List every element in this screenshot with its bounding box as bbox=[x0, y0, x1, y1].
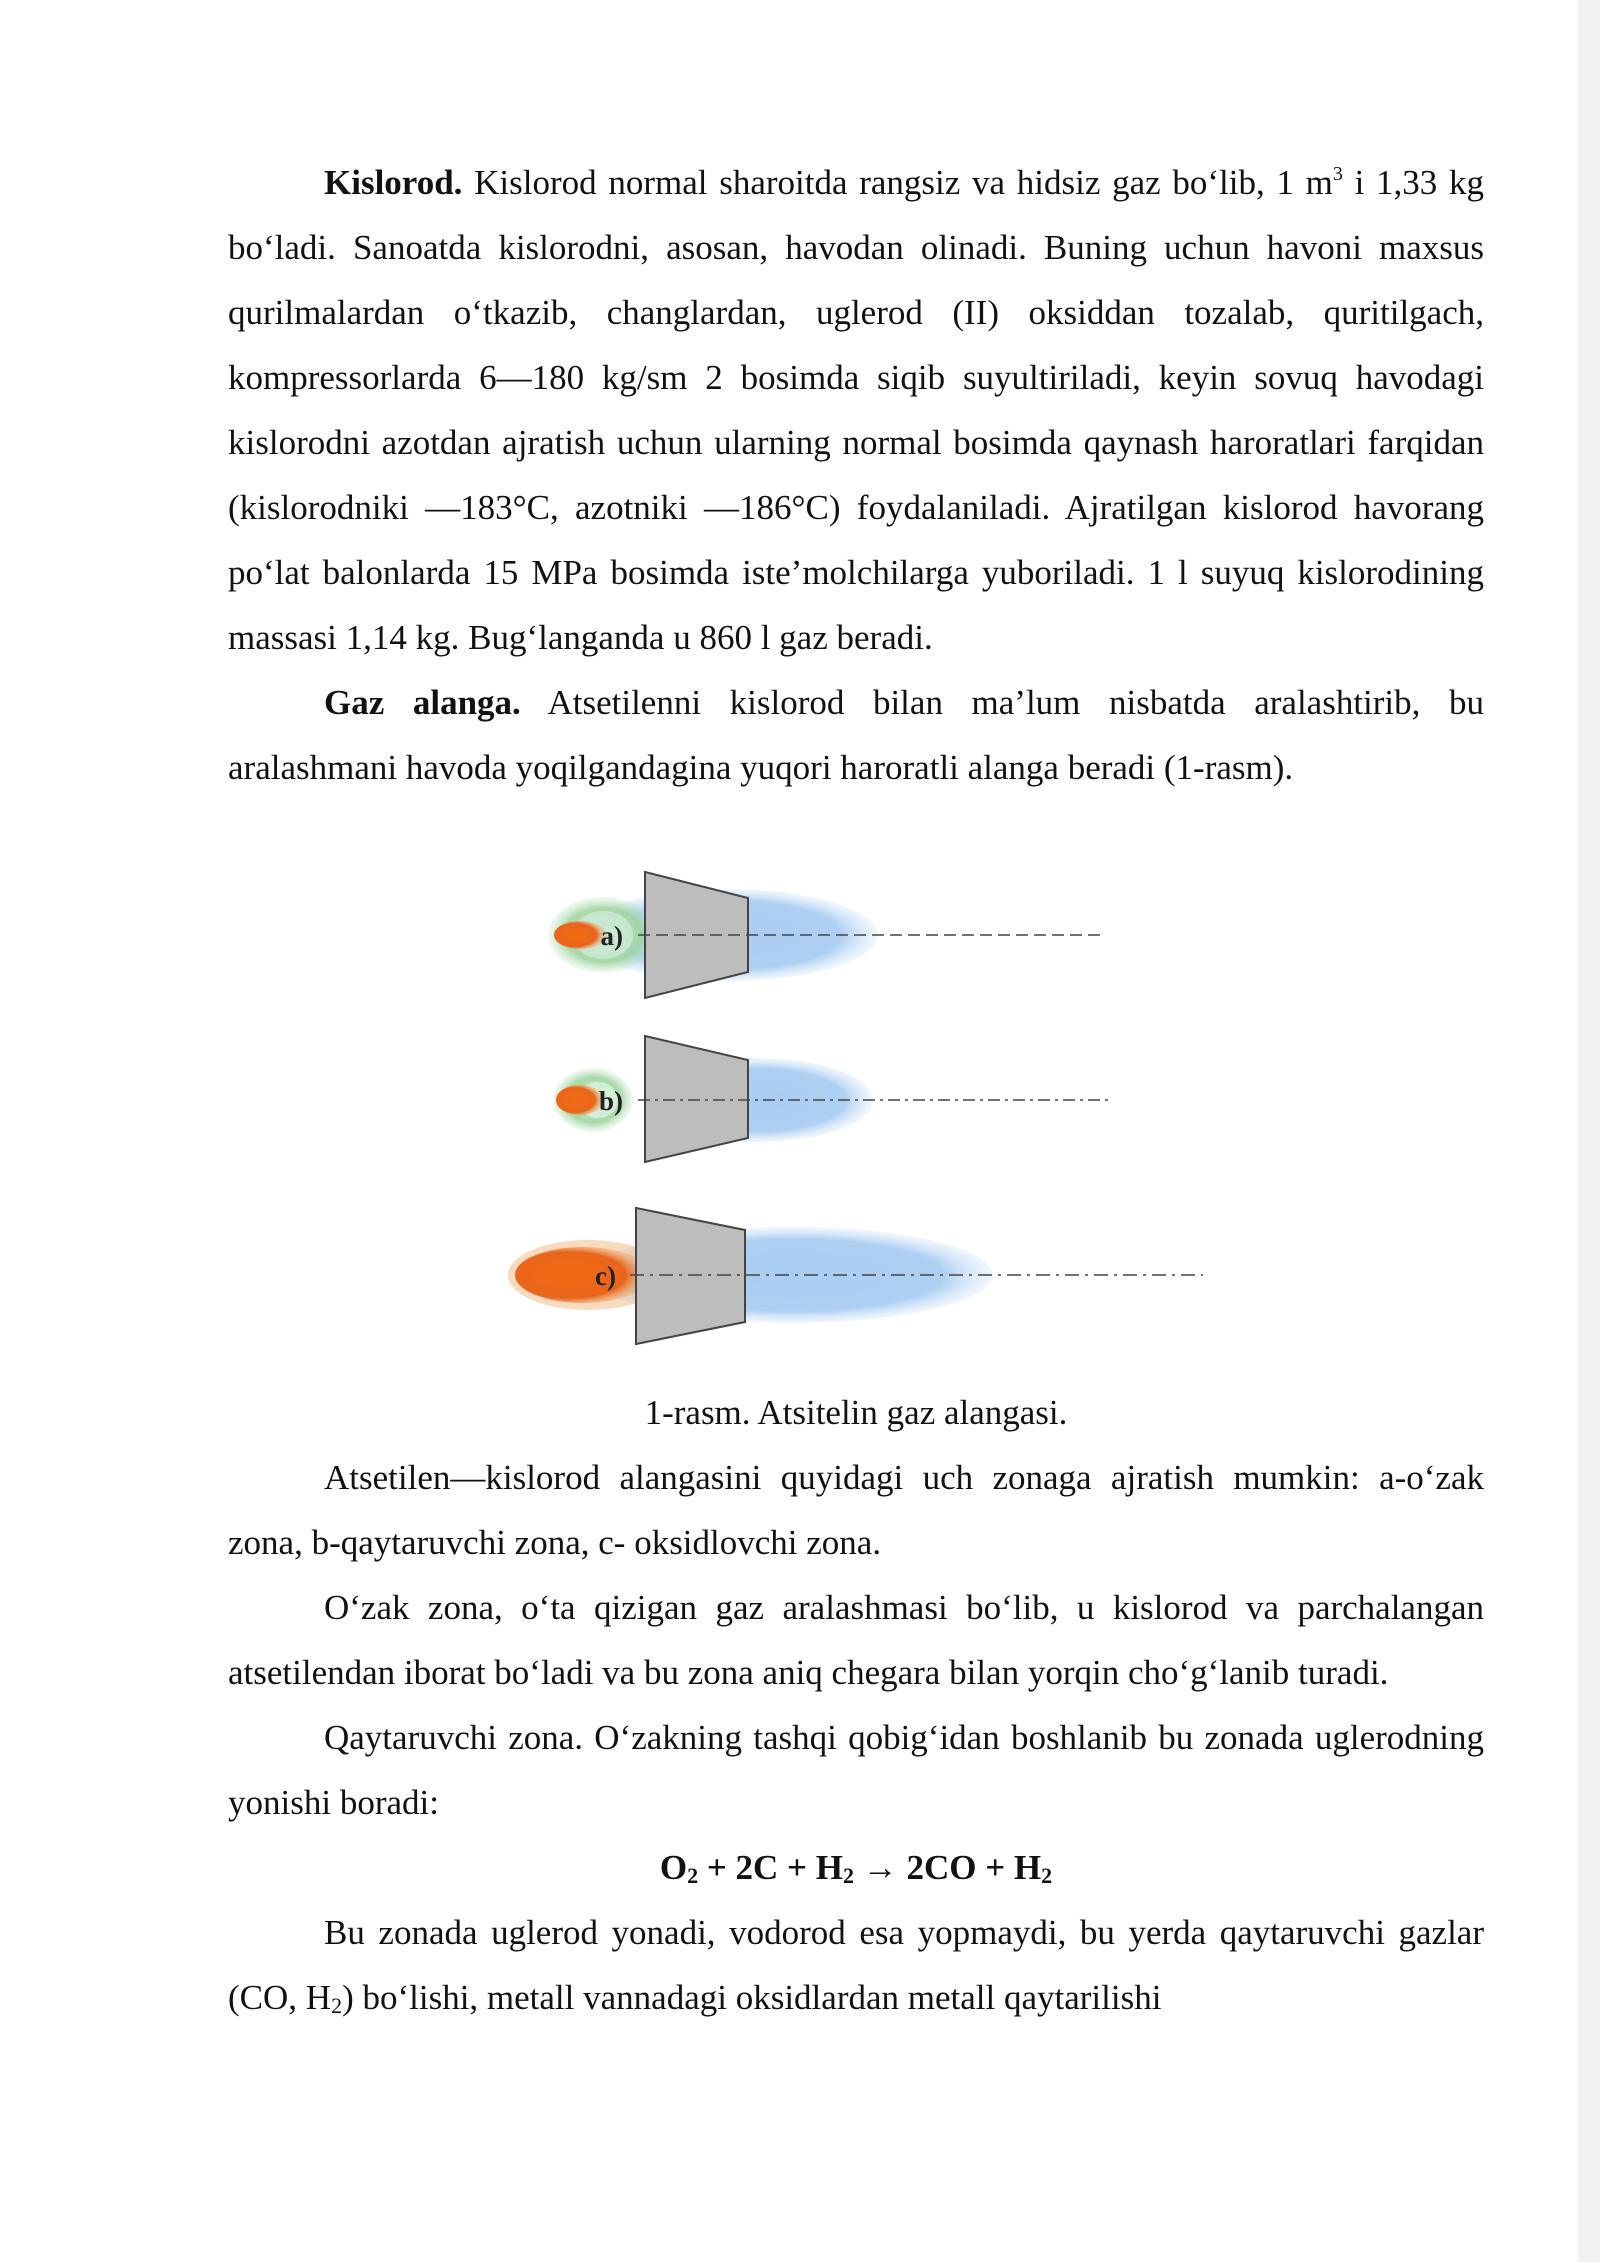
flame-diagram bbox=[228, 810, 1484, 1380]
paragraph-kislorod bbox=[228, 150, 1484, 670]
paragraph-text: i 1,33 kg bo‘ladi. Sanoatda kislorodni, asosan, havodan olinadi. Buning uchun havoni maxsus qurilmalardan o‘tkazib, changlardan, uglerod (II) oksiddan tozalab, quritilgach, kompressorlarda 6—180 kg/sm 2 bosimda siqib suyultiriladi, keyin sovuq havodagi kislorodni azotdan ajratish uchun ularning normal bosimda qaynash haroratlari farqidan (kislorodniki —183°C, azotniki —186°C) foydalaniladi. Ajratilgan kislorod havorang po‘lat balonlarda 15 MPa bosimda iste’molchilarga yuboriladi. 1 l suyuq kislorodining massasi 1,14 kg. Bug‘langanda u 860 l gaz beradi. bbox=[228, 163, 1484, 657]
formula-part: 2CO + H bbox=[906, 1848, 1042, 1887]
paragraph-text: Bu zonada uglerod yonadi, vodorod esa yopmaydi, bu yerda qaytaruvchi gazlar (CO, H bbox=[228, 1913, 1484, 2017]
formula-subscript: 2 bbox=[687, 1863, 699, 1888]
paragraph-qaytaruvchi-zona: Qaytaruvchi zona. O‘zakning tashqi qobig‘idan boshlanib bu zonada uglerodning yonishi boradi: bbox=[228, 1718, 1484, 1822]
reaction-arrow: → bbox=[853, 1848, 907, 1887]
paragraph-ozak-zona: O‘zak zona, o‘ta qizigan gaz aralashmasi bo‘lib, u kislorod va parchalangan atsetilendan iborat bo‘ladi va bu zona aniq chegara bilan yorqin cho‘g‘lanib turadi. bbox=[228, 1588, 1484, 1692]
nozzle bbox=[645, 1036, 748, 1162]
flame-c bbox=[508, 1208, 1203, 1344]
flame-b bbox=[553, 1036, 1113, 1162]
figure-caption: 1-rasm. Atsitelin gaz alangasi. bbox=[644, 1393, 1068, 1432]
paragraph-gaz-alanga bbox=[228, 670, 1484, 800]
flame-a bbox=[548, 872, 1103, 998]
figure-flames bbox=[228, 810, 1484, 1380]
formula-part: O bbox=[659, 1848, 688, 1887]
nozzle bbox=[636, 1208, 745, 1344]
subscript: 2 bbox=[331, 1993, 343, 2018]
chemical-formula bbox=[228, 1835, 1484, 1900]
label-a: a) bbox=[600, 921, 623, 951]
document-page bbox=[228, 150, 1484, 2030]
page-edge bbox=[1578, 0, 1600, 2262]
flame-core bbox=[554, 921, 606, 949]
paragraph-text: ) bo‘lishi, metall vannadagi oksidlardan metall qaytarilishi bbox=[342, 1978, 1162, 2017]
paragraph-text: Atsetilenni kislorod bilan ma’lum nisbatda aralashtirib, bu aralashmani havoda yoqilgandagina yuqori haroratli alanga beradi (1-rasm). bbox=[228, 683, 1484, 787]
term-gaz-alanga: Gaz alanga. bbox=[324, 683, 521, 722]
paragraph-reducing-gases bbox=[228, 1900, 1484, 2030]
formula-part: + 2C + H bbox=[698, 1848, 843, 1887]
formula-subscript: 2 bbox=[1041, 1863, 1053, 1888]
label-b: b) bbox=[598, 1086, 623, 1116]
superscript: 3 bbox=[1332, 163, 1343, 185]
paragraph-text: Kislorod normal sharoitda rangsiz va hidsiz gaz bo‘lib, 1 m bbox=[462, 163, 1333, 202]
label-c: c) bbox=[595, 1261, 616, 1291]
flame-core bbox=[556, 1085, 604, 1115]
term-kislorod: Kislorod. bbox=[324, 163, 463, 202]
paragraph-zones: Atsetilen—kislorod alangasini quyidagi uch zonaga ajratish mumkin: a-o‘zak zona, b-qaytaruvchi zona, c- oksidlovchi zona. bbox=[228, 1458, 1484, 1562]
formula-subscript: 2 bbox=[842, 1863, 854, 1888]
